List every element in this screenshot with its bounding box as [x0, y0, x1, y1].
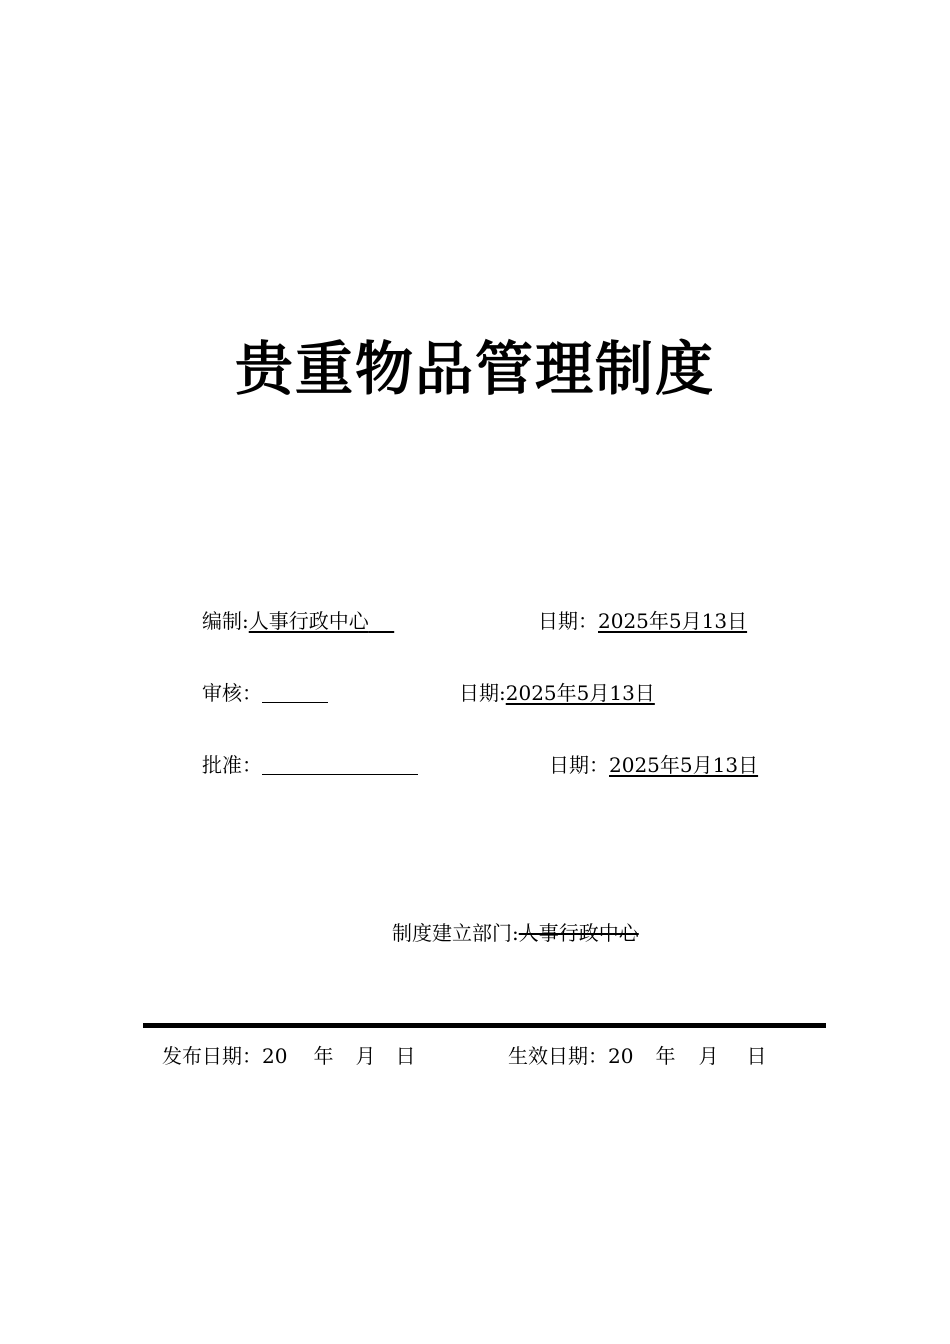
reviewed-date-value: 2025年5月13日	[505, 681, 655, 705]
footer-divider	[143, 1023, 826, 1028]
approved-blank	[262, 754, 418, 775]
department-label: 制度建立部门:	[392, 921, 519, 945]
approved-date-row	[549, 751, 758, 779]
publish-year-char: 年	[313, 1044, 334, 1068]
compiled-date-row	[538, 607, 747, 635]
compiled-row	[202, 607, 394, 635]
publish-date-label: 发布日期：	[162, 1044, 262, 1068]
document-title: 贵重物品管理制度	[234, 335, 715, 403]
effective-year-char: 年	[655, 1044, 676, 1068]
effective-year: 20	[608, 1044, 634, 1068]
reviewed-row	[202, 679, 328, 707]
publish-year: 20	[262, 1044, 288, 1068]
reviewed-label: 审核：	[202, 681, 262, 705]
approved-date-label: 日期：	[549, 753, 609, 777]
reviewed-date-label: 日期:	[459, 681, 506, 705]
compiled-date-label: 日期：	[538, 609, 598, 633]
effective-month-char: 月	[698, 1044, 719, 1068]
compiled-value-trailing-blank	[369, 609, 394, 633]
approved-label: 批准：	[202, 753, 262, 777]
department-row	[392, 919, 639, 947]
compiled-label: 编制:	[202, 609, 249, 633]
department-value: 人事行政中心	[518, 921, 639, 945]
reviewed-date-row	[459, 679, 655, 707]
approved-row	[202, 751, 418, 779]
effective-date-label: 生效日期：	[508, 1044, 608, 1068]
publish-day-char: 日	[395, 1044, 416, 1068]
compiled-value: 人事行政中心	[248, 609, 369, 633]
effective-day-char: 日	[746, 1044, 767, 1068]
approved-date-value: 2025年5月13日	[609, 753, 759, 777]
effective-date-row	[508, 1042, 766, 1070]
publish-date-row	[162, 1042, 415, 1070]
compiled-date-value: 2025年5月13日	[598, 609, 748, 633]
publish-month-char: 月	[355, 1044, 376, 1068]
reviewed-blank	[262, 682, 328, 703]
